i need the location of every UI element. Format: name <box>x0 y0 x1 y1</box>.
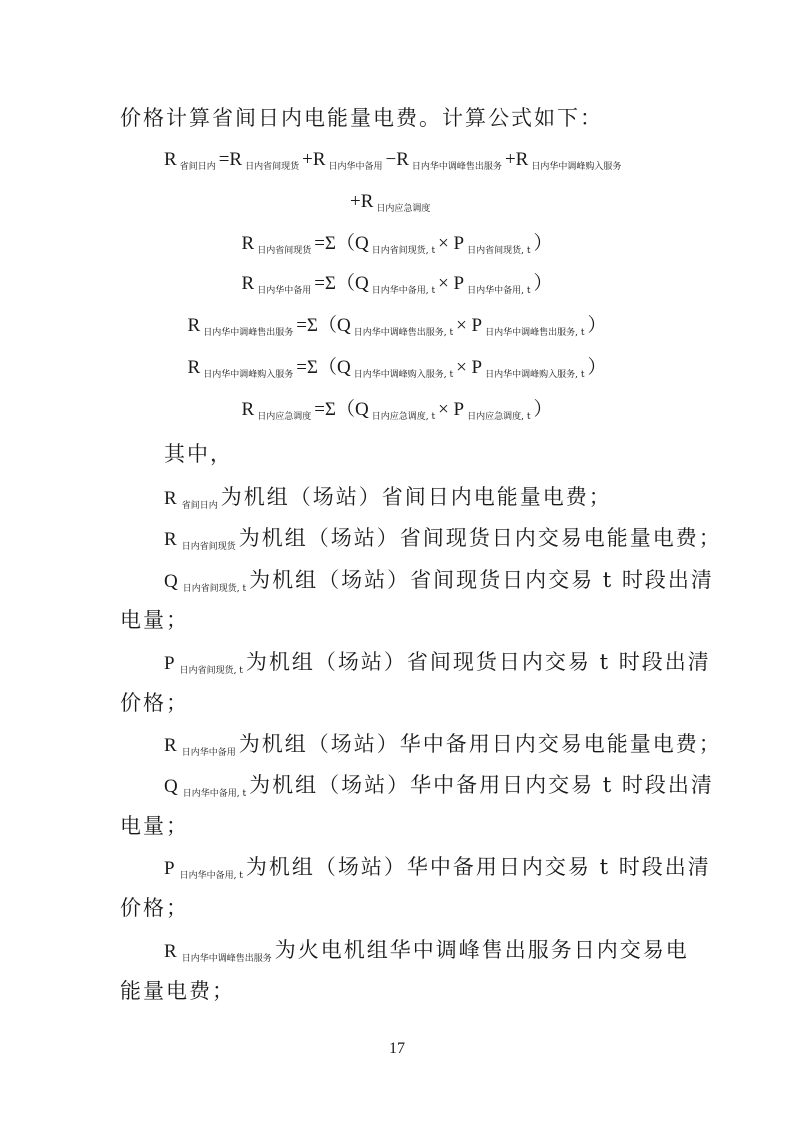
definition-item: R日内华中调峰售出服务 为火电机组华中调峰售出服务日内交易电 <box>164 938 689 964</box>
formula-peak-buy: R $_{日内华中调峰购入服务}$ =Σ（Q $_{日内华中调峰购入服务, t}$ × P $_{日内华中调峰购入服务, t}$ ） <box>187 357 607 380</box>
formula-peak-sell: R $_{日内华中调峰售出服务}$ =Σ（Q $_{日内华中调峰售出服务, t}$ × P $_{日内华中调峰售出服务, t}$ ） <box>187 315 607 338</box>
definition-continuation: 价格； <box>120 896 189 920</box>
formula-spot: R $_{日内省间现货}$ =Σ（Q $_{日内省间现货, t}$ × P $_{日内省间现货, t}$ ） <box>241 233 553 256</box>
definition-item: R省间日内 为机组（场站）省间日内电能量电费； <box>164 485 612 511</box>
definition-item: Q日内华中备用, t 为机组（场站）华中备用日内交易 t 时段出清 <box>164 773 714 799</box>
definition-continuation: 能量电费； <box>120 979 235 1003</box>
definition-continuation: 电量； <box>120 608 189 632</box>
where-label: 其中， <box>164 442 233 466</box>
formula-total-continued: +R $_{日内应急调度}$ <box>350 191 431 214</box>
definition-item: P日内省间现货, t 为机组（场站）省间现货日内交易 t 时段出清 <box>164 650 711 676</box>
formula-total: R $_{省间日内}$ =R $_{日内省间现货}$ +R $_{日内华中备用}$ −R $_{日内华中调峰售出服务}$ +R $_{日内华中调峰购入服务}$ <box>164 149 622 172</box>
definition-continuation: 价格； <box>120 691 189 715</box>
definition-item: R日内华中备用 为机组（场站）华中备用日内交易电能量电费； <box>164 732 722 758</box>
formula-reserve: R $_{日内华中备用}$ =Σ（Q $_{日内华中备用, t}$ × P $_{日内华中备用, t}$ ） <box>241 273 553 296</box>
intro-paragraph: 价格计算省间日内电能量电费。计算公式如下： <box>120 106 603 130</box>
definition-item: R日内省间现货 为机组（场站）省间现货日内交易电能量电费； <box>164 526 722 552</box>
formula-emergency: R $_{日内应急调度}$ =Σ（Q $_{日内应急调度, t}$ × P $_{日内应急调度, t}$ ） <box>241 399 553 422</box>
page-number: 17 <box>389 1040 405 1057</box>
definition-item: Q日内省间现货, t 为机组（场站）省间现货日内交易 t 时段出清 <box>164 568 714 594</box>
definition-item: P日内华中备用, t 为机组（场站）华中备用日内交易 t 时段出清 <box>164 855 711 881</box>
definition-continuation: 电量； <box>120 814 189 838</box>
